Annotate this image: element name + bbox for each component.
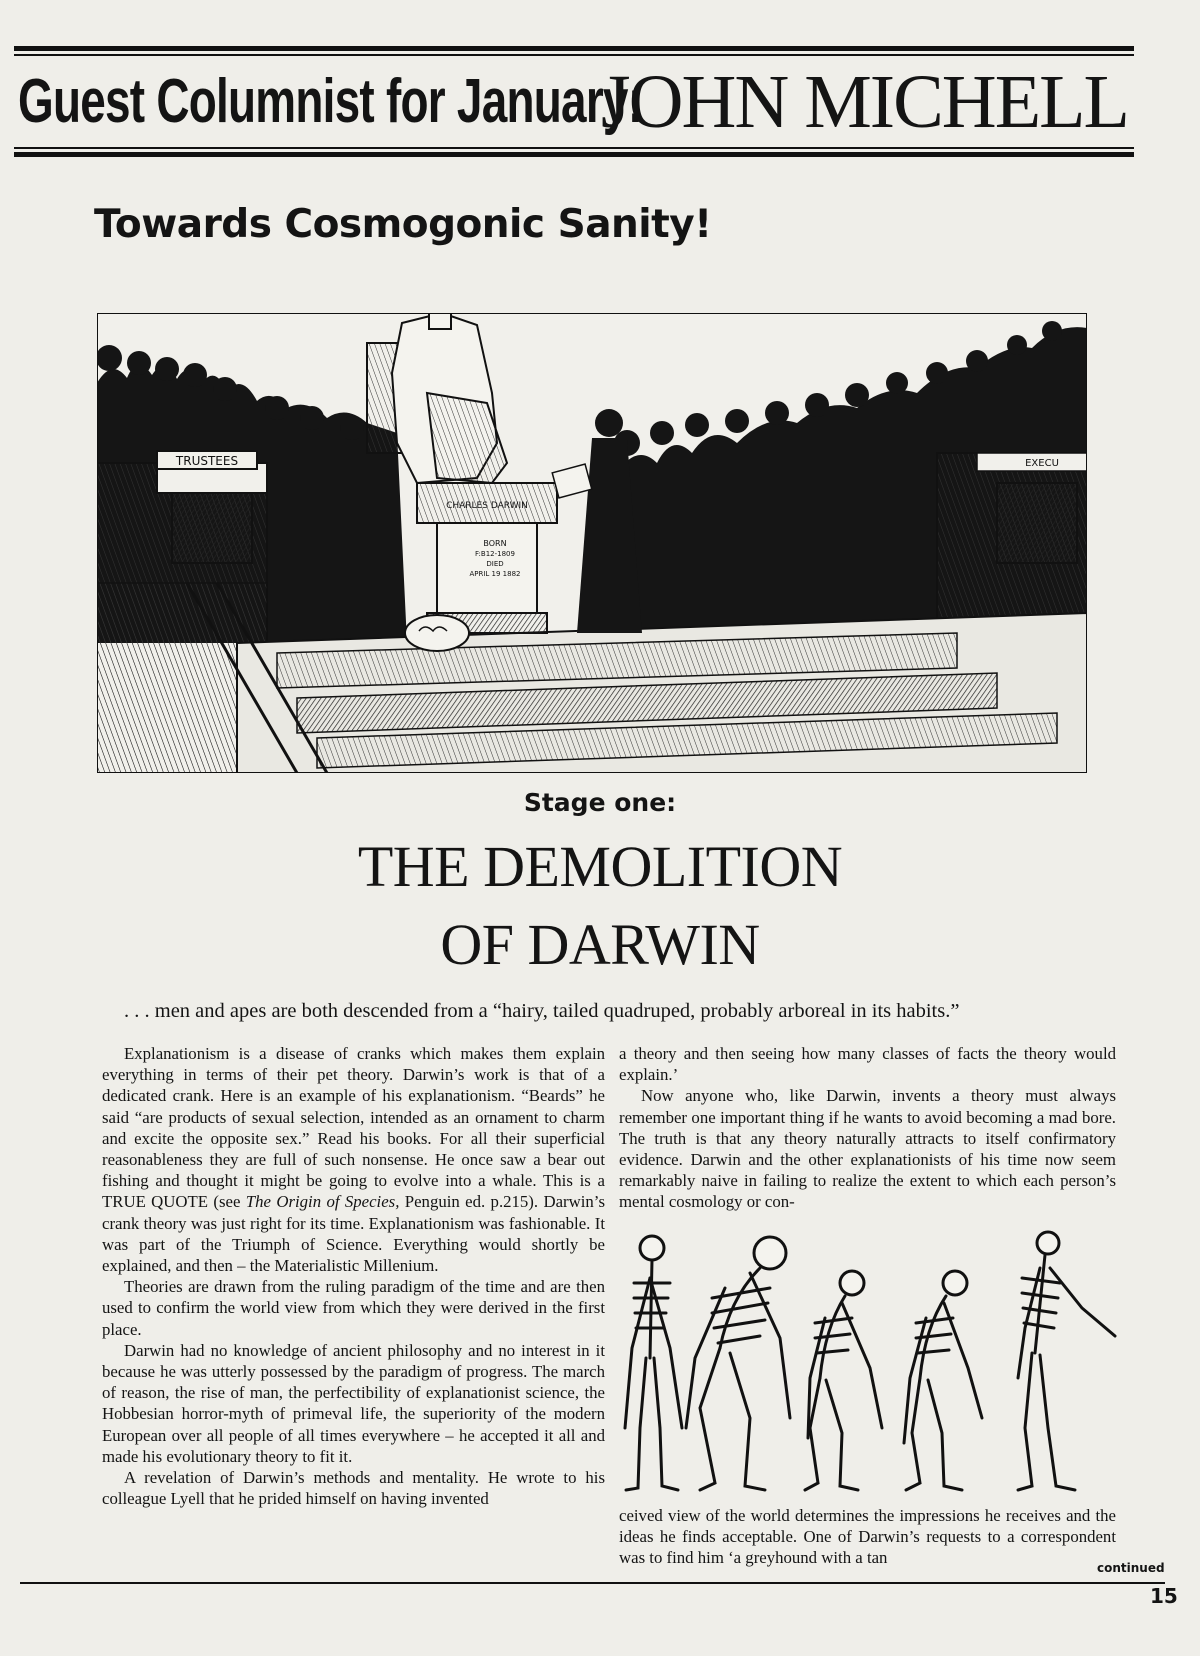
plaque-died-date: APRIL 19 1882: [469, 570, 521, 578]
plaque-name: CHARLES DARWIN: [446, 501, 528, 511]
plaque-died: DIED: [486, 560, 504, 568]
plaque-right: EXECU: [1025, 458, 1059, 469]
paragraph: Theories are drawn from the ruling paradigm of the time and are then used to confirm the world view from which they were derived in the first place.: [102, 1277, 605, 1339]
skeleton-5: [1018, 1232, 1115, 1490]
paragraph-text: Explanationism is a disease of cranks which makes them explain everything in terms of their pet theory. Darwin’s work is that of a dedicated crank. Here is an example of his explanationism. “Beards” he said “are products of sexual selection, intended as an ornament to charm and excite the opposite sex.” Read his books. For all their superficial reasonableness they are full of such nonsense. He once saw a bear out fishing and thought it might be going to evolve into a whale. This is a TRUE QUOTE (see: [102, 1044, 605, 1212]
page-number: 15: [1150, 1584, 1178, 1608]
masthead-rule-top-thick: [14, 46, 1134, 51]
toppled-head: [405, 615, 469, 651]
column-right-bottom: [619, 1505, 1116, 1569]
paragraph: a theory and then seeing how many classes of facts the theory would explain.’: [619, 1044, 1116, 1085]
masthead-rule-bottom-thick: [14, 152, 1134, 157]
primate-skeletons-illustration: [620, 1228, 1120, 1498]
plaque-born-date: F:B12-1809: [475, 550, 515, 558]
continued-label: continued: [1097, 1561, 1165, 1575]
columnist-name: JOHN MICHELL: [601, 60, 1128, 144]
skeleton-3: [805, 1271, 882, 1490]
masthead-label: Guest Columnist for January:: [18, 67, 643, 136]
paragraph: ceived view of the world determines the impressions he receives and the ideas he finds acceptable. One of Darwin’s requests to a correspondent was to find him ‘a greyhound with a tan: [619, 1506, 1116, 1568]
plaque-born: BORN: [483, 539, 507, 548]
column-right-top: [619, 1043, 1116, 1213]
masthead: [18, 62, 1138, 142]
footer-rule: [20, 1582, 1165, 1584]
plaque-trustees: TRUSTEES: [175, 454, 239, 468]
masthead-rule-bottom-thin: [14, 147, 1134, 149]
title-line-1: THE DEMOLITION: [357, 834, 843, 899]
paragraph: A revelation of Darwin’s methods and mentality. He wrote to his colleague Lyell that he prided himself on having invented: [102, 1468, 605, 1509]
paragraph: [102, 1043, 605, 1276]
book-title: The Origin of Species,: [245, 1192, 400, 1212]
headline: Towards Cosmogonic Sanity!: [94, 202, 712, 247]
masthead-rule-top-thin: [14, 54, 1134, 56]
skeleton-4: [904, 1271, 982, 1490]
paragraph: Darwin had no knowledge of ancient philosophy and no interest in it because he was utterly possessed by the paradigm of progress. The march of reason, the rise of man, the perfectibility of explanationist science, the Hobbesian horror-myth of primeval life, the superiority of the modern European over all people of all times everywhere – he accepted it all and made his evolutionary theory to fit it.: [102, 1340, 605, 1466]
epigraph: . . . men and apes are both descended from a “hairy, tailed quadruped, probably arboreal in its habits.”: [124, 1000, 960, 1022]
title-line-2: OF DARWIN: [440, 912, 760, 977]
paragraph-text: Penguin ed. p.215). Darwin’s crank theory was just right for its time. Explanationism was fashionable. It was part of the Triumph of Science. Everything would shortly be explained, and then – the Materialistic Millenium.: [102, 1192, 605, 1276]
column-left: [102, 1043, 605, 1509]
paragraph: Now anyone who, like Darwin, invents a theory must always remember one important thing if he wants to avoid becoming a mad bore. The truth is that any theory naturally attracts to itself confirmatory evidence. Darwin and the other explanationists of his time now seem remarkably naive in failing to realize the extent to which each person’s mental cosmology or con-: [619, 1086, 1116, 1212]
skeleton-1: [625, 1236, 682, 1490]
skeleton-2: [686, 1237, 790, 1490]
darwin-statue-illustration: [97, 313, 1087, 773]
stage-label: Stage one:: [523, 788, 677, 817]
